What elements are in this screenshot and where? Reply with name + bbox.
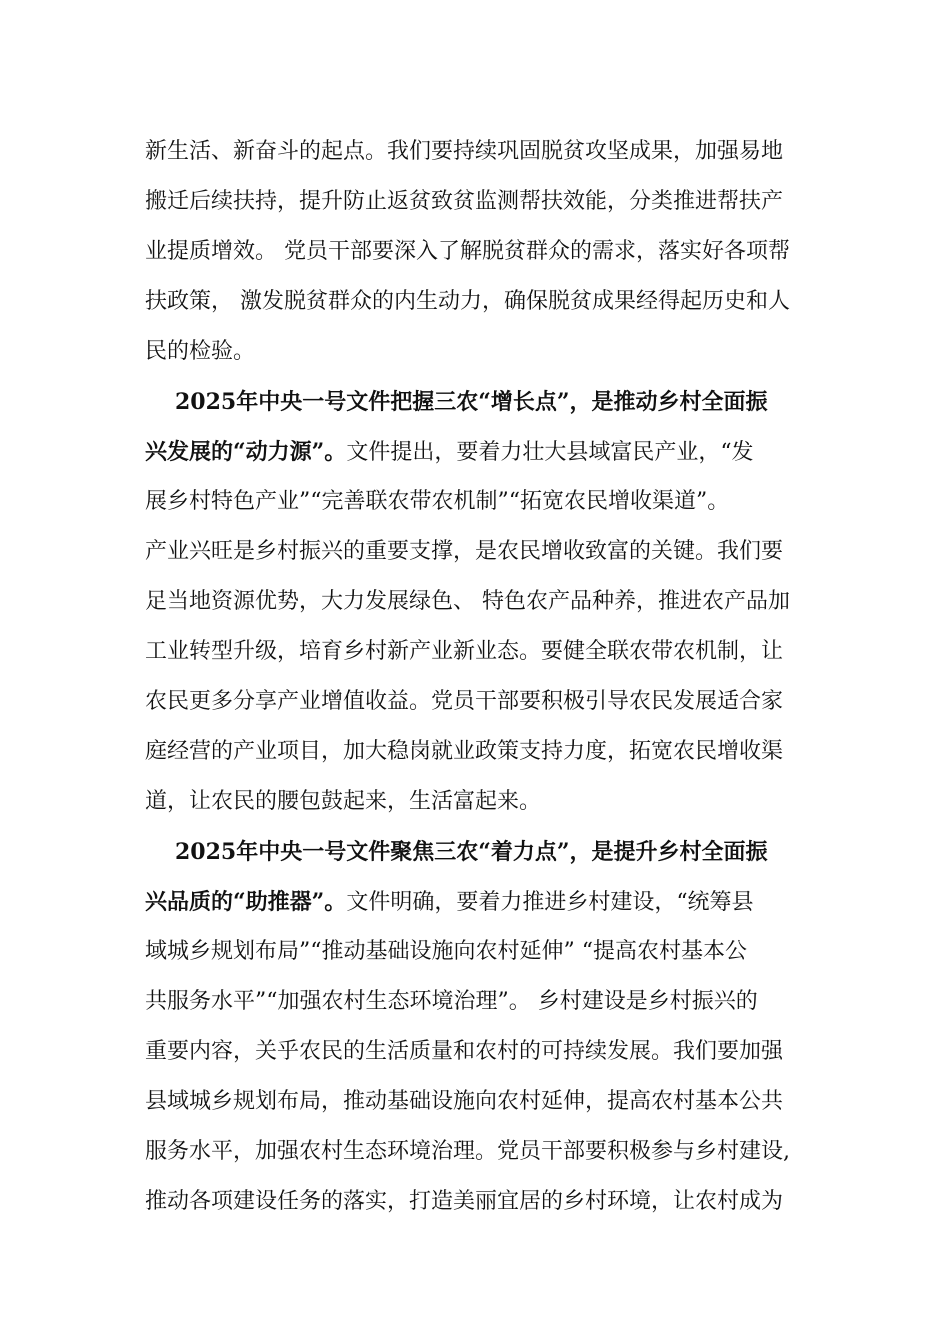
text-line: 县域城乡规划布局，推动基础设施向农村延伸，提高农村基本公共 bbox=[145, 1089, 784, 1114]
text-line: 重要内容，关乎农民的生活质量和农村的可持续发展。我们要加强 bbox=[145, 1039, 784, 1064]
text-line bbox=[145, 437, 835, 468]
text-line: 展乡村特色产业”“完善联农带农机制”“拓宽农民增收渠道”。 bbox=[145, 489, 730, 514]
paragraph-heading-line: 2025年中央一号文件把握三农“增长点”，是推动乡村全面振 bbox=[175, 389, 768, 415]
paragraph-heading-tail: 兴品质的“助推器”。 bbox=[145, 889, 347, 915]
paragraph-heading-line: 2025年中央一号文件聚焦三农“着力点”，是提升乡村全面振 bbox=[175, 839, 768, 865]
text-line: 搬迁后续扶持，提升防止返贫致贫监测帮扶效能，分类推进帮扶产 bbox=[145, 189, 784, 214]
text-line: 道，让农民的腰包鼓起来，生活富起来。 bbox=[145, 789, 542, 814]
text-line: 服务水平，加强农村生态环境治理。党员干部要积极参与乡村建设, bbox=[145, 1139, 790, 1164]
text-line: 扶政策， 激发脱贫群众的内生动力，确保脱贫成果经得起历史和人 bbox=[145, 289, 790, 314]
paragraph-heading-tail: 兴发展的“动力源”。 bbox=[145, 439, 347, 465]
text-segment: 文件明确，要着力推进乡村建设，“统筹县 bbox=[346, 890, 754, 915]
text-line: 足当地资源优势，大力发展绿色、 特色农产品种养，推进农产品加 bbox=[145, 589, 790, 614]
text-line: 庭经营的产业项目，加大稳岗就业政策支持力度，拓宽农民增收渠 bbox=[145, 739, 784, 764]
text-line: 民的检验。 bbox=[145, 339, 256, 364]
text-line: 业提质增效。 党员干部要深入了解脱贫群众的需求，落实好各项帮 bbox=[145, 239, 790, 264]
text-line: 产业兴旺是乡村振兴的重要支撑，是农民增收致富的关键。我们要 bbox=[145, 539, 784, 564]
text-line: 推动各项建设任务的落实，打造美丽宜居的乡村环境，让农村成为 bbox=[145, 1189, 784, 1214]
text-line bbox=[145, 887, 835, 918]
text-line: 工业转型升级，培育乡村新产业新业态。要健全联农带农机制，让 bbox=[145, 639, 784, 664]
text-line: 共服务水平”“加强农村生态环境治理”。 乡村建设是乡村振兴的 bbox=[145, 989, 758, 1014]
text-line: 域城乡规划布局”“推动基础设施向农村延伸” “提高农村基本公 bbox=[145, 939, 747, 964]
text-segment: 文件提出，要着力壮大县域富民产业，“发 bbox=[346, 440, 754, 465]
text-line: 农民更多分享产业增值收益。党员干部要积极引导农民发展适合家 bbox=[145, 689, 784, 714]
text-line: 新生活、新奋斗的起点。我们要持续巩固脱贫攻坚成果，加强易地 bbox=[145, 139, 784, 164]
